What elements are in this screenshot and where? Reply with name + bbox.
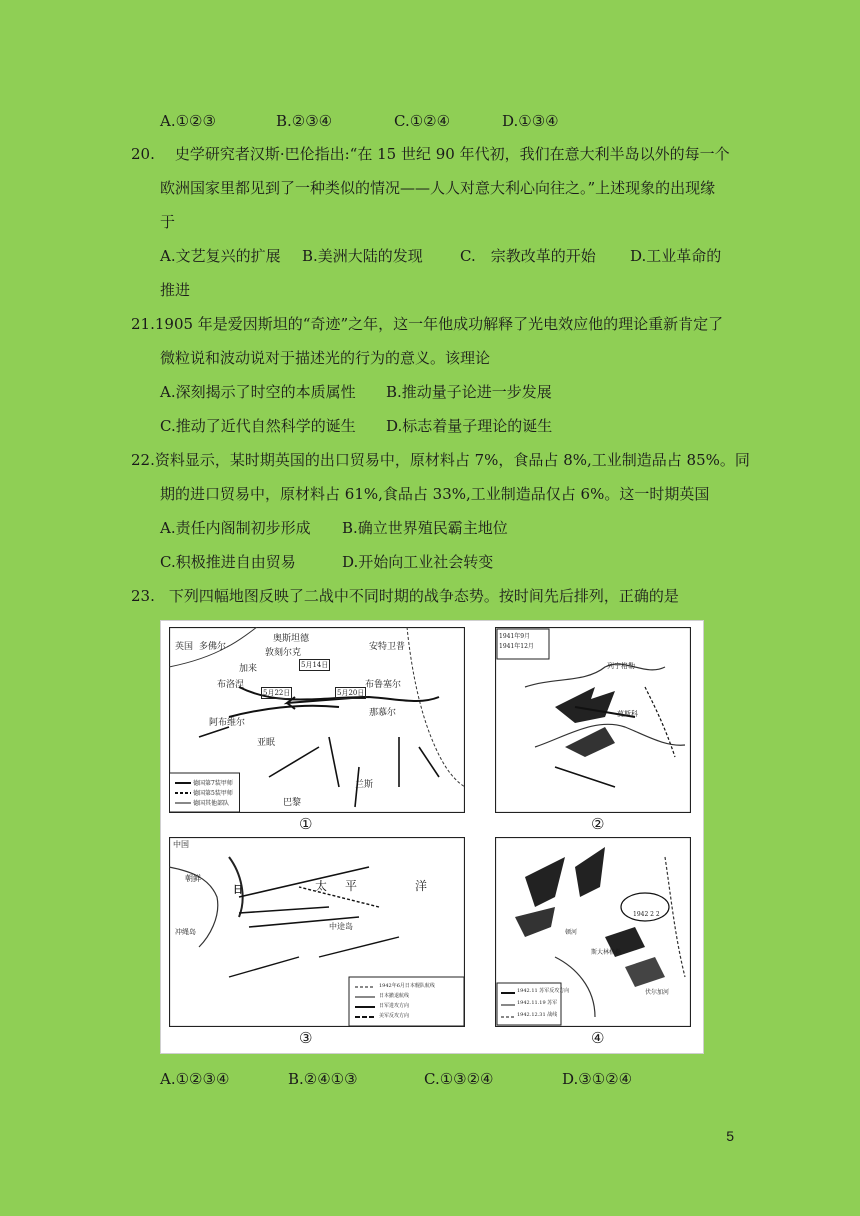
map3-label-okinawa: 冲绳岛	[175, 928, 196, 936]
map-3-svg	[169, 837, 465, 1027]
q20-option-c: C. 宗教改革的开始	[460, 247, 596, 265]
map-3-label: ③	[299, 1029, 313, 1047]
q23-option-c: C.①③②④	[424, 1070, 494, 1088]
map2-legend-2: 1941年12月	[499, 643, 534, 650]
map3-label-japan: 日	[233, 885, 243, 896]
map1-legend-other: 德国其他部队	[193, 800, 230, 807]
prev-option-c: C.①②④	[394, 112, 451, 130]
q23-option-b: B.②④①③	[288, 1070, 358, 1088]
q22-line2: 期的进口贸易中，原材料占 61%,食品占 33%,工业制造品仅占 6%。这一时期英国	[160, 485, 710, 503]
q21-line1: 21.1905 年是爱因斯坦的“奇迹”之年，这一年他成功解释了光电效应他的理论重新肯定了	[131, 315, 724, 333]
map1-date-may22: 5月22日	[263, 689, 291, 697]
map-3-pacific	[169, 837, 465, 1027]
ww2-maps-figure	[160, 620, 704, 1054]
map1-label-uk: 英国	[175, 642, 194, 652]
map2-label-moscow: 莫斯科	[617, 710, 638, 718]
q23-number: 23.	[131, 587, 155, 605]
prev-option-d: D.①③④	[502, 112, 559, 130]
map4-date: 1942 2 2	[633, 911, 660, 918]
map-4-stalingrad	[495, 837, 691, 1027]
map4-label-volga: 伏尔加河	[645, 989, 670, 996]
map-4-label: ④	[591, 1029, 605, 1047]
map4-legend-2: 1942.11.19 苏军	[517, 1000, 558, 1006]
map1-label-brussels: 布鲁塞尔	[365, 680, 402, 690]
q23-text: 下列四幅地图反映了二战中不同时期的战争态势。按时间先后排列，正确的是	[168, 587, 679, 605]
map4-label-stalingrad: 斯大林格勒	[591, 949, 622, 956]
map1-legend-5th: 德国第5装甲师	[193, 790, 233, 797]
map1-label-namur: 那慕尔	[369, 708, 397, 718]
map4-legend-1: 1942.11 苏军反攻方向	[517, 988, 570, 994]
q20-line1	[131, 143, 730, 165]
map-2-svg	[495, 627, 691, 813]
map3-label-korea: 朝鲜	[185, 874, 201, 883]
q22-option-b: B.确立世界殖民霸主地位	[342, 519, 508, 537]
map3-legend-4: 美军反攻方向	[379, 1013, 410, 1019]
q20-text1: 史学研究者汉斯·巴伦指出:“在 15 世纪 90 年代初，我们在意大利半岛以外的每一个	[174, 145, 730, 163]
q20-option-d: D.工业革命的	[630, 247, 722, 265]
q20-option-a: A.文艺复兴的扩展	[160, 247, 281, 265]
q23-option-a: A.①②③④	[160, 1070, 230, 1088]
map-2-eastern-front	[495, 627, 691, 813]
map1-label-reims: 兰斯	[355, 780, 374, 790]
map1-date-may20: 5月20日	[337, 689, 365, 697]
map1-label-dunkirk: 敦刻尔克	[265, 648, 302, 658]
q22-option-c: C.积极推进自由贸易	[160, 553, 296, 571]
map1-label-amiens: 亚眠	[257, 738, 276, 748]
q20-number: 20.	[131, 145, 155, 163]
map1-legend-7th: 德国第7装甲师	[193, 780, 233, 787]
map4-legend-3: 1942.12.31 战线	[517, 1012, 558, 1018]
map1-label-calais: 加来	[239, 664, 258, 674]
map3-label-midway: 中途岛	[329, 922, 353, 931]
q22-option-d: D.开始向工业社会转变	[342, 553, 494, 571]
q21-option-c: C.推动了近代自然科学的诞生	[160, 417, 356, 435]
q21-option-a: A.深刻揭示了时空的本质属性	[160, 383, 356, 401]
map1-label-ostend: 奥斯坦德	[273, 634, 310, 644]
prev-option-b: B.②③④	[276, 112, 333, 130]
map2-legend-1: 1941年9月	[499, 633, 531, 640]
prev-option-a: A.①②③	[160, 112, 216, 130]
q22-line1: 22.资料显示，某时期英国的出口贸易中，原材料占 7%，食品占 8%,工业制造品占 85%。同	[131, 451, 750, 469]
map3-label-ping: 平	[345, 879, 358, 893]
map-2-label: ②	[591, 815, 605, 833]
map-1-label: ①	[299, 815, 313, 833]
q20-line2: 欧洲国家里都见到了一种类似的情况——人人对意大利心向往之。”上述现象的出现缘	[160, 179, 716, 197]
map3-label-china: 中国	[173, 840, 189, 849]
q22-option-a: A.责任内阁制初步形成	[160, 519, 311, 537]
map1-label-paris: 巴黎	[283, 798, 302, 808]
map3-legend-3: 日军进攻方向	[379, 1003, 410, 1009]
map-1-western-front	[169, 627, 465, 813]
map1-date-may14: 5月14日	[301, 661, 329, 669]
map3-label-yang: 洋	[415, 879, 428, 893]
q23-option-d: D.③①②④	[562, 1070, 633, 1088]
map1-label-abbeville: 阿布维尔	[209, 718, 246, 728]
page-number: 5	[726, 1128, 734, 1144]
q23-line1	[131, 585, 679, 607]
q20-option-b: B.美洲大陆的发现	[302, 247, 423, 265]
map3-label-tai: 太	[315, 879, 328, 893]
map1-label-boulogne: 布洛涅	[217, 680, 245, 690]
map3-legend-1: 1942年6月日本舰队航线	[379, 983, 435, 989]
q21-option-b: B.推动量子论进一步发展	[386, 383, 552, 401]
map1-label-dover: 多佛尔	[199, 642, 227, 652]
map1-label-antwerp: 安特卫普	[369, 642, 406, 652]
q20-line3: 于	[160, 213, 176, 231]
map3-legend-2: 日本撤退航线	[379, 993, 410, 999]
map4-label-don: 顿河	[565, 929, 578, 936]
map2-label-leningrad: 列宁格勒	[607, 662, 635, 670]
q21-option-d: D.标志着量子理论的诞生	[386, 417, 553, 435]
q21-line2: 微粒说和波动说对于描述光的行为的意义。该理论	[160, 349, 491, 367]
q20-option-d-cont: 推进	[160, 281, 191, 299]
